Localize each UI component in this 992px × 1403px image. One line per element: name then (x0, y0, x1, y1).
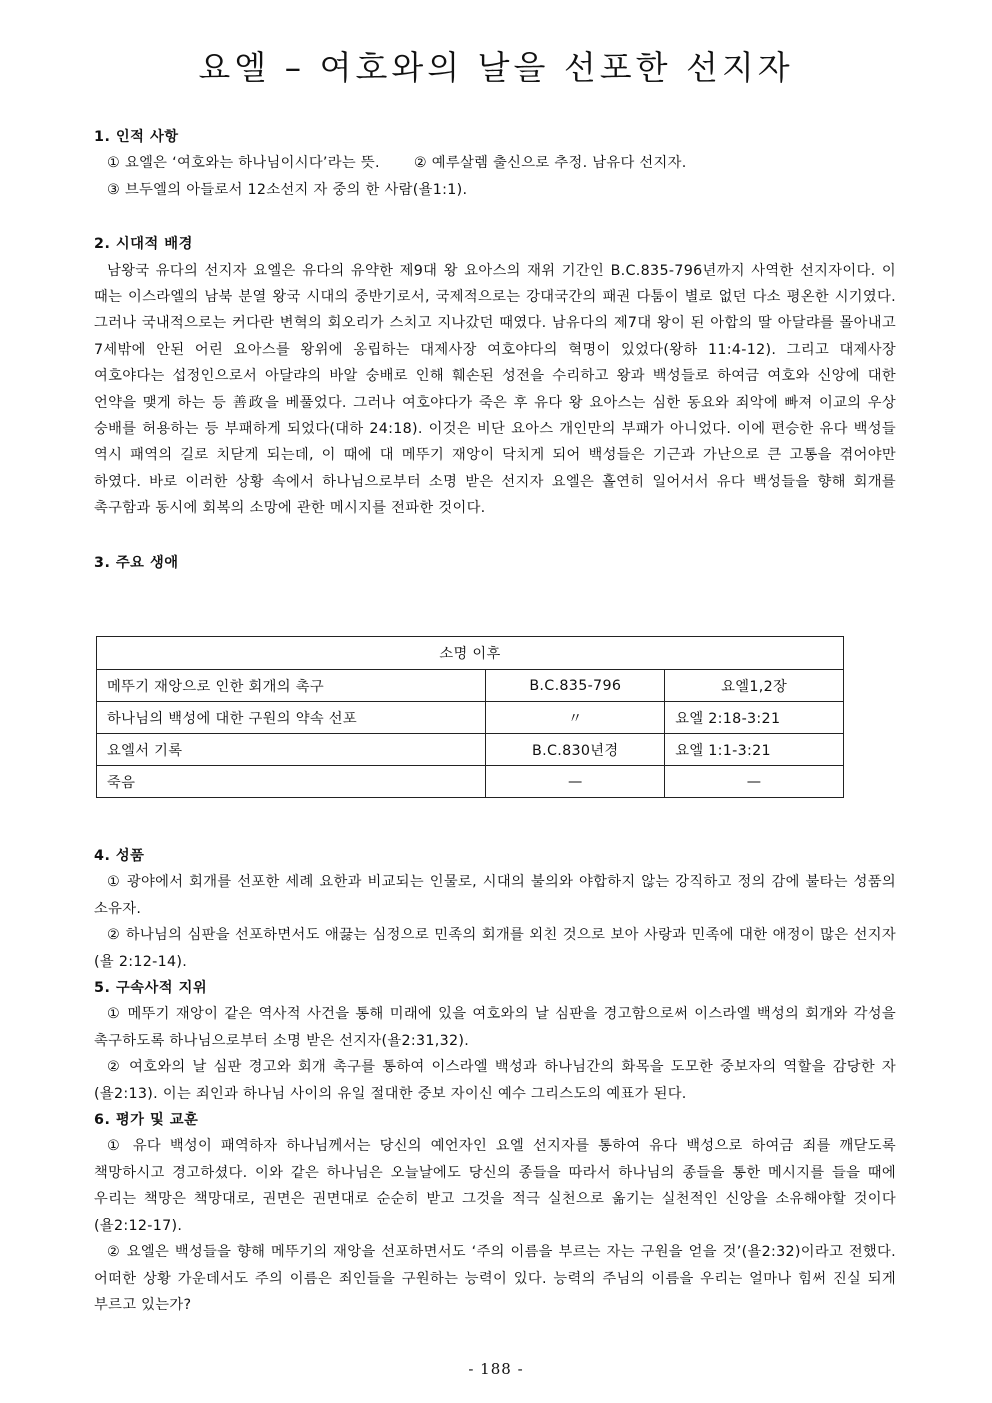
date-cell: B.C.835-796 (486, 670, 665, 702)
reference-cell: — (665, 766, 844, 798)
reference-cell: 요엘1,2장 (665, 670, 844, 702)
date-cell: — (486, 766, 665, 798)
section-heading-personal: 1. 인적 사항 (94, 129, 179, 145)
table-row (97, 734, 844, 766)
table-header-cell: 소명 이후 (97, 637, 844, 670)
document-body (94, 124, 896, 576)
date-cell: 〃 (486, 702, 665, 734)
redemptive-paragraph-2: ② 여호와의 날 심판 경고와 회개 촉구를 통하여 이스라엘 백성과 하나님간의 화목을 도모한 중보자의 역할을 감당한 자(욜2:13). 이는 죄인과 하나님 사이의 유일 절대한 중보 자이신 예수 그리스도의 예표가 된다. (94, 1059, 896, 1102)
redemptive-paragraph-1: ① 메뚜기 재앙이 같은 역사적 사건을 통해 미래에 있을 여호와의 날 심판을 경고함으로써 이스라엘 백성의 회개와 각성을 촉구하도록 하나님으로부터 소명 받은 선지자(욜2:31,32). (94, 1006, 896, 1049)
date-cell: B.C.830년경 (486, 734, 665, 766)
reference-cell: 요엘 2:18-3:21 (665, 702, 844, 734)
personal-item-3: ③ 브두엘의 아들로서 12소선지 자 중의 한 사람(욜1:1). (107, 181, 468, 198)
evaluation-paragraph-1: ① 유다 백성이 패역하자 하나님께서는 당신의 예언자인 요엘 선지자를 통하여 유다 백성으로 하여금 죄를 깨닫도록 책망하시고 경고하셨다. 이와 같은 하나님은 오늘날에도 당신의 종들을 따라서 하나님의 종들을 통한 메시지를 들을 때에 우리는 책망은 책망대로, 권면은 권면대로 순순히 받고 그것을 적극 실천으로 옮기는 실천적인 신앙을 소유해야할 것이다(욜2:12-17). (94, 1138, 896, 1234)
event-cell: 메뚜기 재앙으로 인한 회개의 촉구 (97, 670, 486, 702)
evaluation-paragraph-2: ② 요엘은 백성들을 향해 메뚜기의 재앙을 선포하면서도 ‘주의 이름을 부르는 자는 구원을 얻을 것’(욜2:32)이라고 전했다. 어떠한 상황 가운데서도 주의 이름은 죄인들을 구원하는 능력이 있다. 능력의 주님의 이름을 우리는 얼마나 힘써 진실 되게 부르고 있는가? (94, 1244, 896, 1313)
reference-cell: 요엘 1:1-3:21 (665, 734, 844, 766)
life-events-table (96, 636, 844, 798)
page-number: - 188 - (468, 1360, 524, 1378)
section-heading-character: 4. 성품 (94, 848, 145, 864)
section-heading-background: 2. 시대적 배경 (94, 236, 193, 253)
personal-line-2 (94, 177, 896, 203)
event-cell: 하나님의 백성에 대한 구원의 약속 선포 (97, 702, 486, 734)
table-row (97, 670, 844, 702)
background-paragraph: 남왕국 유다의 선지자 요엘은 유다의 유약한 제9대 왕 요아스의 재위 기간인 B.C.835-796년까지 사역한 선지자이다. 이 때는 이스라엘의 남북 분열 왕국 시대의 중반기로서, 국제적으로는 강대국간의 패권 다툼이 별로 없던 다소 평온한 시기였다. 그러나 국내적으로는 커다란 변혁의 회오리가 스치고 지나갔던 때였다. 남유다의 제7대 왕이 된 아합의 딸 아달랴를 몰아내고 7세밖에 안된 어린 요아스를 왕위에 옹립하는 대제사장 여호야다의 혁명이 있었다(왕하 11:4-12). 그리고 대제사장 여호야다는 섭정인으로서 아달랴의 바알 숭배로 인해 훼손된 성전을 수리하고 왕과 백성들로 하여금 여호와 신앙에 대한 언약을 맺게 하는 등 善政을 베풀었다. 그러나 여호야다가 죽은 후 유다 왕 요아스는 심한 동요와 죄악에 빠져 이교의 우상 숭배를 허용하는 등 부패하게 되었다(대하 24:18). 이것은 비단 요아스 개인만의 부패가 아니었다. 이에 편승한 유다 백성들 역시 패역의 길로 치닫게 되는데, 이 때에 대 메뚜기 재앙이 닥치게 되어 백성들은 기근과 가난으로 큰 고통을 겪어야만 하였다. 바로 이러한 상황 속에서 하나님으로부터 소명 받은 선지자 요엘은 홀연히 일어서서 유다 백성들을 향해 회개를 촉구함과 동시에 회복의 소망에 관한 메시지를 전파한 것이다. (94, 262, 896, 517)
personal-item-1: ① 요엘은 ‘여호와는 하나님이시다’라는 뜻. (107, 155, 380, 172)
event-cell: 요엘서 기록 (97, 734, 486, 766)
document-body-lower (94, 843, 896, 1318)
character-paragraph-2: ② 하나님의 심판을 선포하면서도 애끓는 심정으로 민족의 회개를 외친 것으로 보아 사랑과 민족에 대한 애정이 많은 선지자(욜 2:12-14). (94, 927, 896, 970)
section-heading-life: 3. 주요 생애 (94, 554, 179, 571)
table-row (97, 702, 844, 734)
table-row (97, 766, 844, 798)
personal-item-2: ② 예루살렘 출신으로 추정. 남유다 선지자. (413, 155, 687, 172)
section-heading-evaluation: 6. 평가 및 교훈 (94, 1112, 199, 1129)
section-heading-redemptive-role: 5. 구속사적 지위 (94, 980, 208, 997)
personal-line-1 (94, 150, 896, 176)
event-cell: 죽음 (97, 766, 486, 798)
character-paragraph-1: ① 광야에서 회개를 선포한 세례 요한과 비교되는 인물로, 시대의 불의와 야합하지 않는 강직하고 정의 감에 불타는 성품의 소유자. (94, 874, 896, 917)
table-header-row (97, 637, 844, 670)
page-title: 요엘 – 여호와의 날을 선포한 선지자 (198, 48, 794, 87)
